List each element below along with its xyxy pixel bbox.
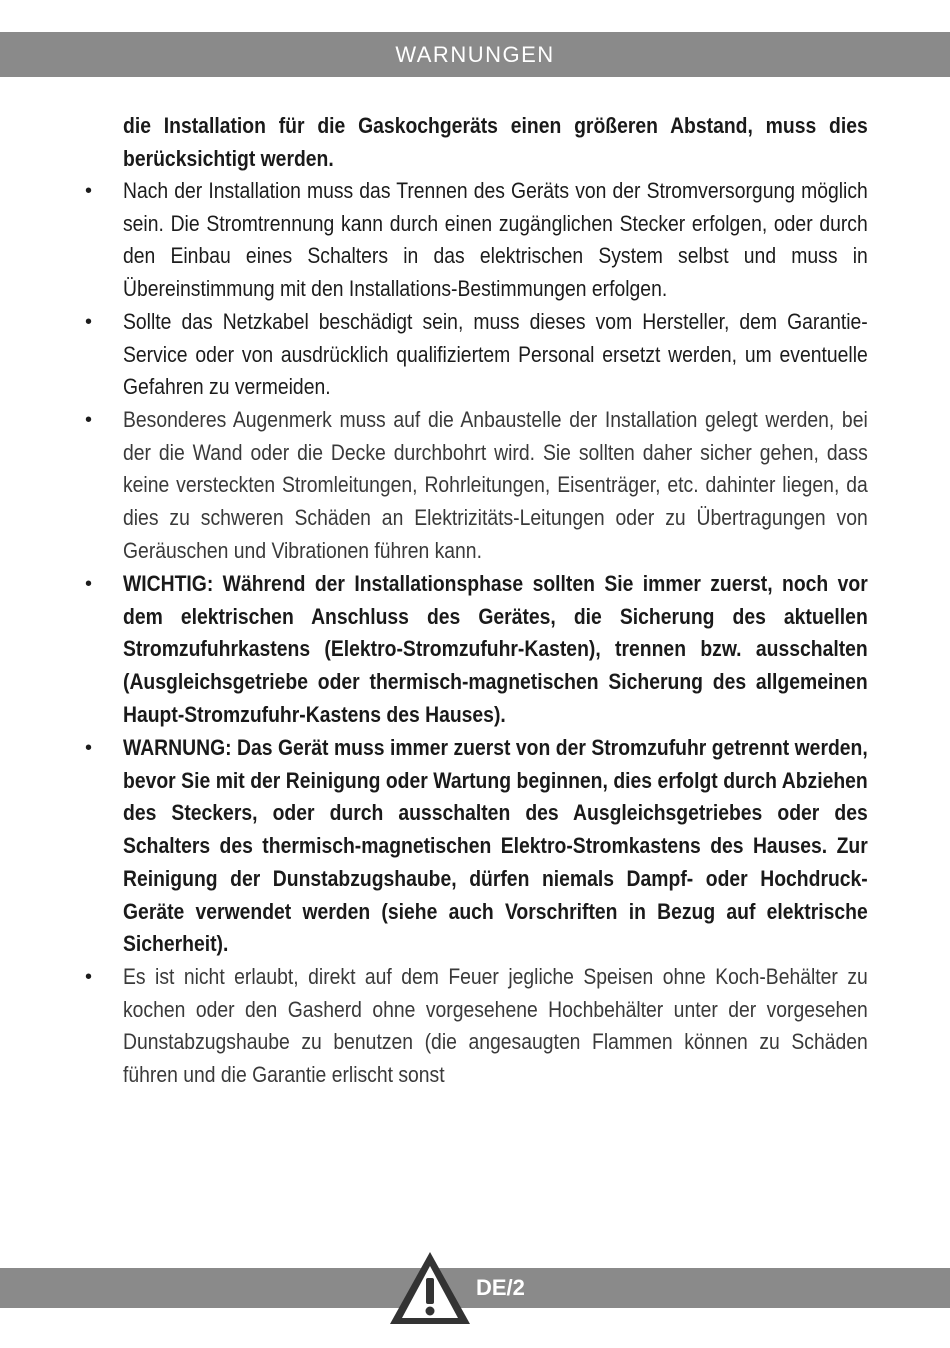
warning-triangle-icon [388,1250,472,1326]
bullet-icon: • [85,737,93,759]
header-bar [0,32,950,77]
paragraph-text: Es ist nicht erlaubt, direkt auf dem Feuer jegliche Speisen ohne Koch-Behälter zu kochen oder den Gasherd ohne vorgesehene Hochbehälter unter der vorgesehen Dunstabzugshaube zu benutzen (die angesaugten Flammen können zu Schäden führen und die Garantie erlischt sonst [123,964,868,1088]
bullet-item [85,404,868,568]
bullet-item [85,961,868,1092]
bullet-item-important [85,568,868,732]
bullet-icon: • [85,311,93,333]
paragraph-text: WARNUNG: Das Gerät muss immer zuerst von der Stromzufuhr getrennt werden, bevor Sie mit der Reinigung oder Wartung beginnen, dies erfolgt durch Abziehen des Steckers, oder durch ausschalten des Ausgleichsgetriebes oder des Schalters des thermisch-magnetischen Elektro-Stromkastens des Hauses. Zur Reinigung der Dunstabzugshaube, dürfen niemals Dampf- oder Hochdruck-Geräte verwendet werden (siehe auch Vorschriften in Bezug auf elektrische Sicherheit). [123,735,868,957]
bullet-icon: • [85,966,93,988]
page-number: DE/2 [476,1275,525,1300]
bullet-item [85,175,868,306]
paragraph-text: WICHTIG: Während der Installationsphase sollten Sie immer zuerst, noch vor dem elektrischen Anschluss des Gerätes, die Sicherung des aktuellen Stromzufuhrkastens (Elektro-Stromzufuhr-Kasten), trennen bzw. ausschalten (Ausgleichsgetriebe oder thermisch-magnetischen Sicherung des allgemeinen Haupt-Stromzufuhr-Kastens des Hauses). [123,571,868,727]
bullet-icon: • [85,573,93,595]
warnings-content [85,110,868,1092]
bullet-icon: • [85,409,93,431]
paragraph-text: Nach der Installation muss das Trennen des Geräts von der Stromversorgung möglich sein. Die Stromtrennung kann durch einen zugänglichen Stecker erfolgen, oder durch den Einbau eines Schalters in das elektrischen System selbst und muss in Übereinstimmung mit den Installations-Bestimmungen erfolgen. [123,178,868,302]
footer-bar [0,1268,950,1308]
paragraph-continuation [123,110,868,175]
bullet-icon: • [85,180,93,202]
bullet-item-warning [85,732,868,961]
bullet-item [85,306,868,404]
paragraph-text: Sollte das Netzkabel beschädigt sein, muss dieses vom Hersteller, dem Garantie-Service oder von ausdrücklich qualifiziertem Personal ersetzt werden, um eventuelle Gefahren zu vermeiden. [123,309,868,400]
paragraph-text: Besonderes Augenmerk muss auf die Anbaustelle der Installation gelegt werden, bei der die Wand oder die Decke durchbohrt wird. Sie sollten daher sicher gehen, dass keine versteckten Stromleitungen, Rohrleitungen, Eisenträger, etc. dahinter liegen, da dies zu schweren Schäden an Elektrizitäts-Leitungen oder zu Übertragungen von Geräuschen und Vibrationen führen kann. [123,407,868,563]
section-title: WARNUNGEN [395,42,555,67]
paragraph-text: die Installation für die Gaskochgeräts einen größeren Abstand, muss dies berücksichtigt werden. [123,113,868,171]
